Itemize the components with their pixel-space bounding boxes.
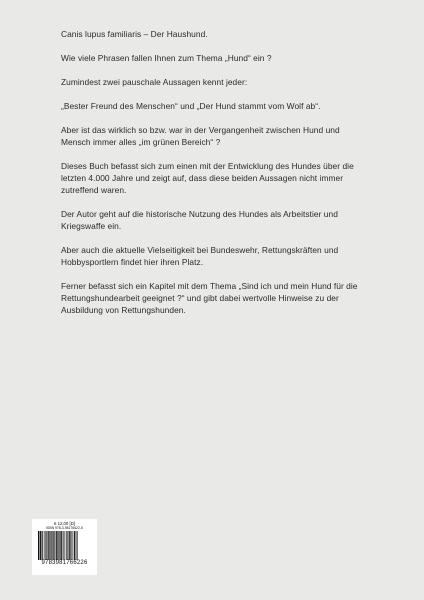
paragraph-question: Wie viele Phrasen fallen Ihnen zum Thema „Hund“ ein ?: [61, 53, 272, 63]
barcode-bar: [54, 531, 55, 560]
barcode-bar: [74, 531, 75, 560]
barcode-bars: [37, 531, 93, 560]
barcode-bar: [46, 531, 47, 560]
paragraph-history-question: Aber ist das wirklich so bzw. war in der Vergangenheit zwischen Hund und Mensch immer alles „im grünen Bereich“ ?: [61, 125, 340, 147]
ean-digits: 9783981766226: [41, 560, 88, 566]
barcode-bar: [72, 531, 73, 560]
barcode-bar: [75, 531, 76, 560]
barcode-bar: [38, 531, 39, 560]
barcode-bar: [76, 531, 77, 560]
barcode-bar: [43, 531, 44, 560]
isbn-barcode-label: [32, 519, 97, 575]
barcode-bar: [41, 531, 42, 560]
barcode-bar: [55, 531, 56, 560]
barcode-bar: [64, 531, 65, 560]
barcode-bar: [67, 531, 68, 560]
paragraph-versatility: Aber auch die aktuelle Vielseitigkeit bei Bundeswehr, Rettungskräften und Hobbysportlern findet hier ihren Platz.: [61, 245, 339, 267]
back-cover-blurb: [61, 28, 371, 328]
barcode-bar: [47, 531, 48, 560]
barcode-bar: [61, 531, 62, 560]
barcode-bar: [59, 531, 60, 560]
price-label: € 12,00 [D]: [53, 521, 76, 526]
barcode-bar: [44, 531, 45, 560]
barcode-bar: [71, 531, 72, 560]
paragraph-statements-intro: Zumindest zwei pauschale Aussagen kennt jeder:: [61, 77, 248, 87]
paragraph-development: Dieses Buch befasst sich zum einen mit der Entwicklung des Hundes über die letzten 4.000 Jahre und zeigt auf, dass diese beiden Aussagen nicht immer zutreffend waren.: [61, 161, 354, 195]
isbn-text: ISBN 978-3-98176622-6: [46, 526, 83, 530]
paragraph-rescue-chapter: Ferner befasst sich ein Kapitel mit dem Thema „Sind ich und mein Hund für die Rettungshundearbeit geeignet ?“ und gibt dabei wertvolle Hinweise zu der Ausbildung von Rettungshunden.: [61, 281, 358, 315]
barcode-bar: [66, 531, 67, 560]
barcode-bar: [68, 531, 69, 560]
barcode-bar: [52, 531, 53, 560]
barcode-bar: [39, 531, 40, 560]
paragraph-intro: Canis lupus familiaris – Der Haushund.: [61, 29, 208, 39]
barcode-bar: [63, 531, 64, 560]
barcode-bar: [57, 531, 58, 560]
barcode-bar: [50, 531, 51, 560]
paragraph-working-dog: Der Autor geht auf die historische Nutzung des Hundes als Arbeitstier und Kriegswaffe ein.: [61, 209, 338, 231]
barcode-bar: [49, 531, 50, 560]
paragraph-statements: „Bester Freund des Menschen“ und „Der Hund stammt vom Wolf ab“.: [61, 101, 321, 111]
barcode-bar: [70, 531, 71, 560]
